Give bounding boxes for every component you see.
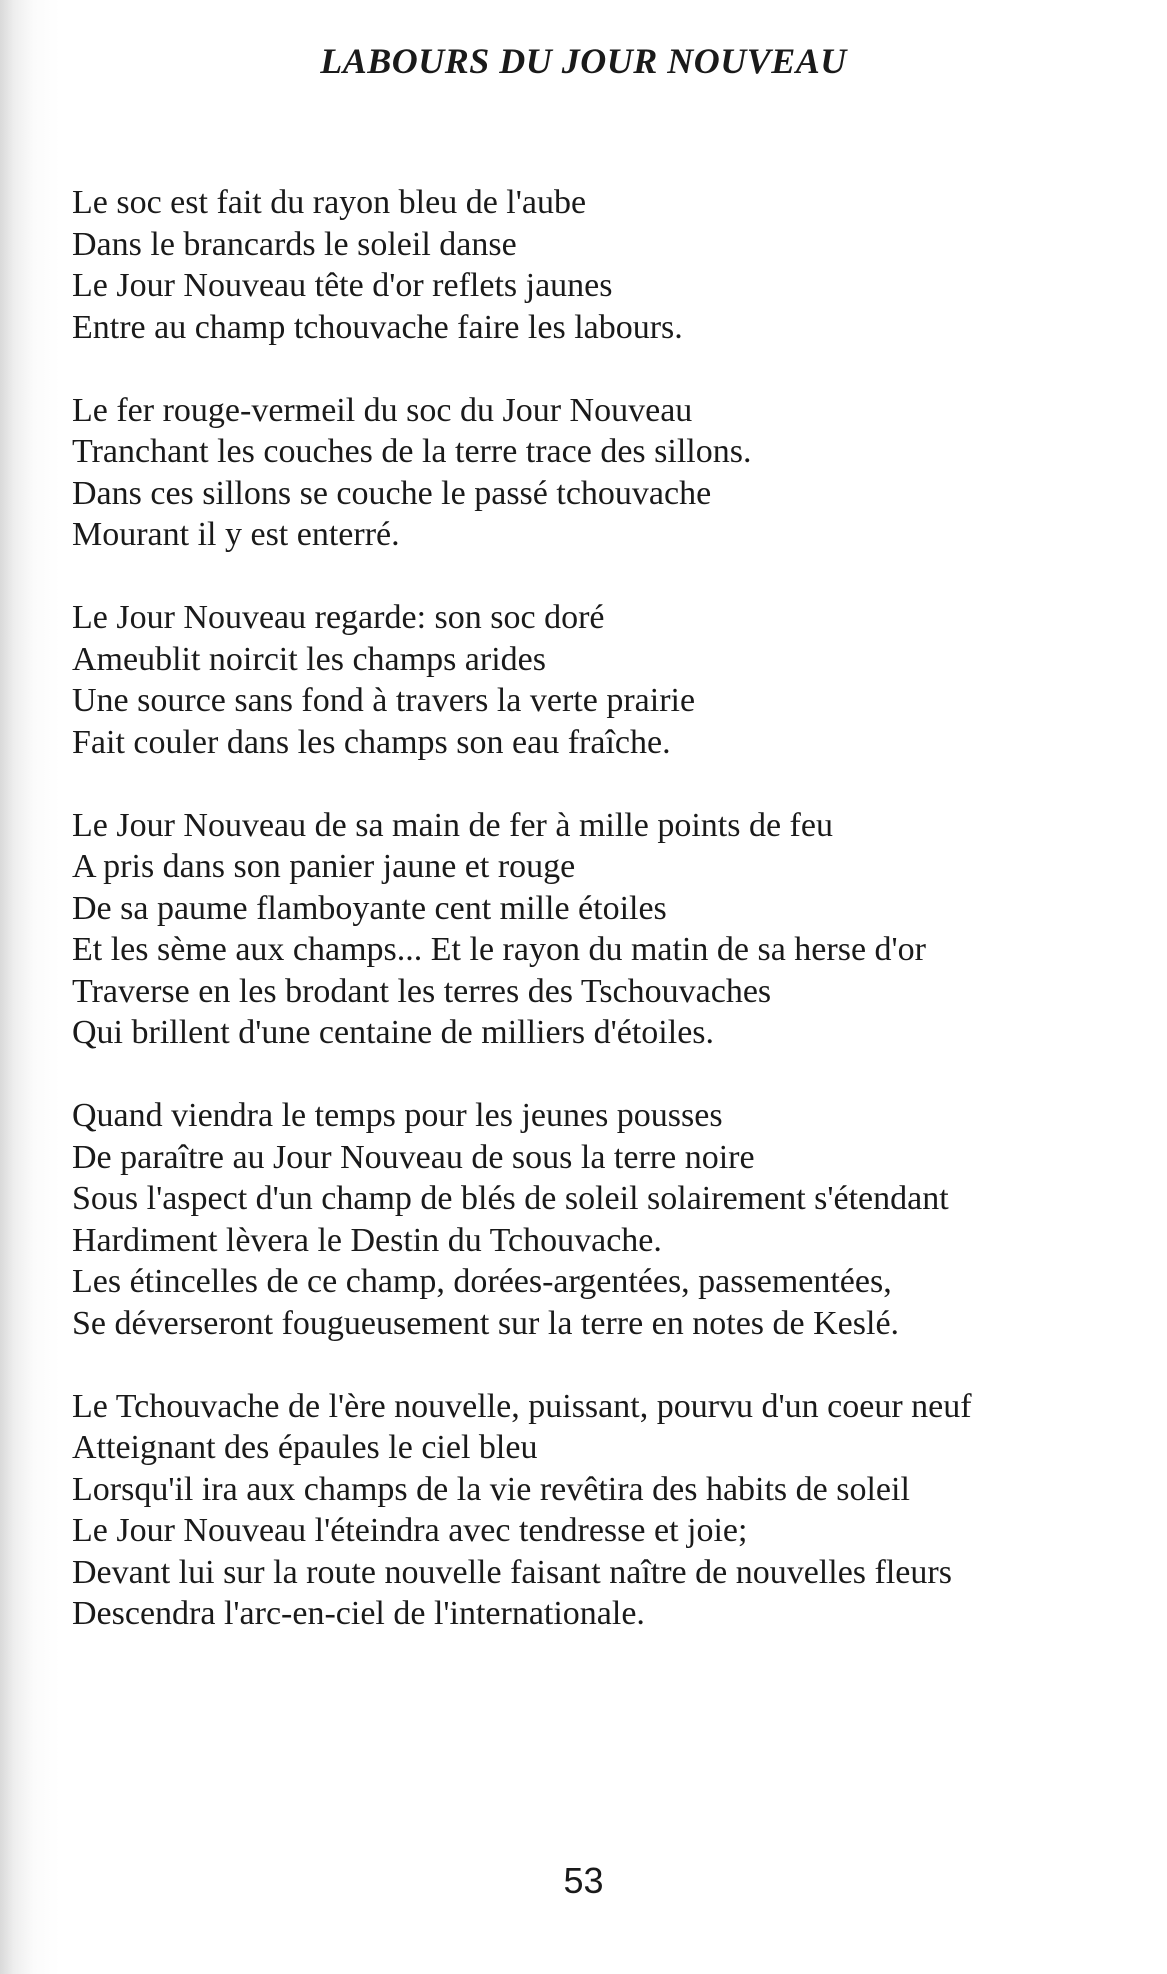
- verse-line: Le Jour Nouveau l'éteindra avec tendresse et joie;: [72, 1512, 748, 1549]
- verse-line: Les étincelles de ce champ, dorées-argentées, passementées,: [72, 1263, 892, 1300]
- verse-line: Lorsqu'il ira aux champs de la vie revêtira des habits de soleil: [72, 1470, 910, 1508]
- verse-line: Hardiment lèvera le Destin du Tchouvache.: [72, 1221, 662, 1259]
- verse-line: Qui brillent d'une centaine de milliers d'étoiles.: [72, 1014, 715, 1051]
- verse-line: Le Jour Nouveau tête d'or reflets jaunes: [72, 267, 613, 304]
- verse-line: Se déverseront fougueusement sur la terre en notes de Keslé.: [72, 1304, 900, 1342]
- verse-line: Le fer rouge-vermeil du soc du Jour Nouveau: [72, 391, 693, 429]
- verse-line: Ameublit noircit les champs arides: [72, 640, 546, 678]
- poem-title: LABOURS DU JOUR NOUVEAU: [320, 41, 847, 81]
- poem-body: [72, 182, 1132, 1676]
- verse-line: Le Tchouvache de l'ère nouvelle, puissant, pourvu d'un coeur neuf: [72, 1387, 972, 1425]
- verse-line: Le soc est fait du rayon bleu de l'aube: [72, 184, 587, 221]
- verse-line: Atteignant des épaules le ciel bleu: [72, 1429, 538, 1466]
- stanza: [72, 805, 1132, 1054]
- verse-line: Une source sans fond à travers la verte prairie: [72, 682, 696, 719]
- verse-line: Mourant il y est enterré.: [72, 516, 400, 553]
- verse-line: Fait couler dans les champs son eau fraîche.: [72, 723, 671, 761]
- verse-line: Et les sème aux champs... Et le rayon du matin de sa herse d'or: [72, 931, 926, 968]
- verse-line: Le Jour Nouveau regarde: son soc doré: [72, 599, 605, 636]
- verse-line: Quand viendra le temps pour les jeunes pousses: [72, 1097, 723, 1134]
- verse-line: Tranchant les couches de la terre trace des sillons.: [72, 433, 752, 470]
- stanza: [72, 597, 1132, 763]
- verse-line: De paraître au Jour Nouveau de sous la terre noire: [72, 1138, 755, 1176]
- stanza: [72, 1386, 1132, 1635]
- verse-line: Entre au champ tchouvache faire les labours.: [72, 308, 683, 346]
- verse-line: A pris dans son panier jaune et rouge: [72, 848, 576, 885]
- stanza: [72, 182, 1132, 348]
- verse-line: Dans ces sillons se couche le passé tchouvache: [72, 474, 712, 512]
- verse-line: Devant lui sur la route nouvelle faisant naître de nouvelles fleurs: [72, 1553, 952, 1591]
- verse-line: Dans le brancards le soleil danse: [72, 225, 517, 263]
- verse-line: Le Jour Nouveau de sa main de fer à mille points de feu: [72, 806, 833, 844]
- page-number: 53: [563, 1860, 604, 1901]
- stanza: [72, 390, 1132, 556]
- verse-line: Sous l'aspect d'un champ de blés de soleil solairement s'étendant: [72, 1180, 949, 1217]
- verse-line: Traverse en les brodant les terres des Tschouvaches: [72, 972, 772, 1010]
- verse-line: De sa paume flamboyante cent mille étoiles: [72, 889, 667, 927]
- verse-line: Descendra l'arc-en-ciel de l'internationale.: [72, 1595, 645, 1632]
- stanza: [72, 1095, 1132, 1344]
